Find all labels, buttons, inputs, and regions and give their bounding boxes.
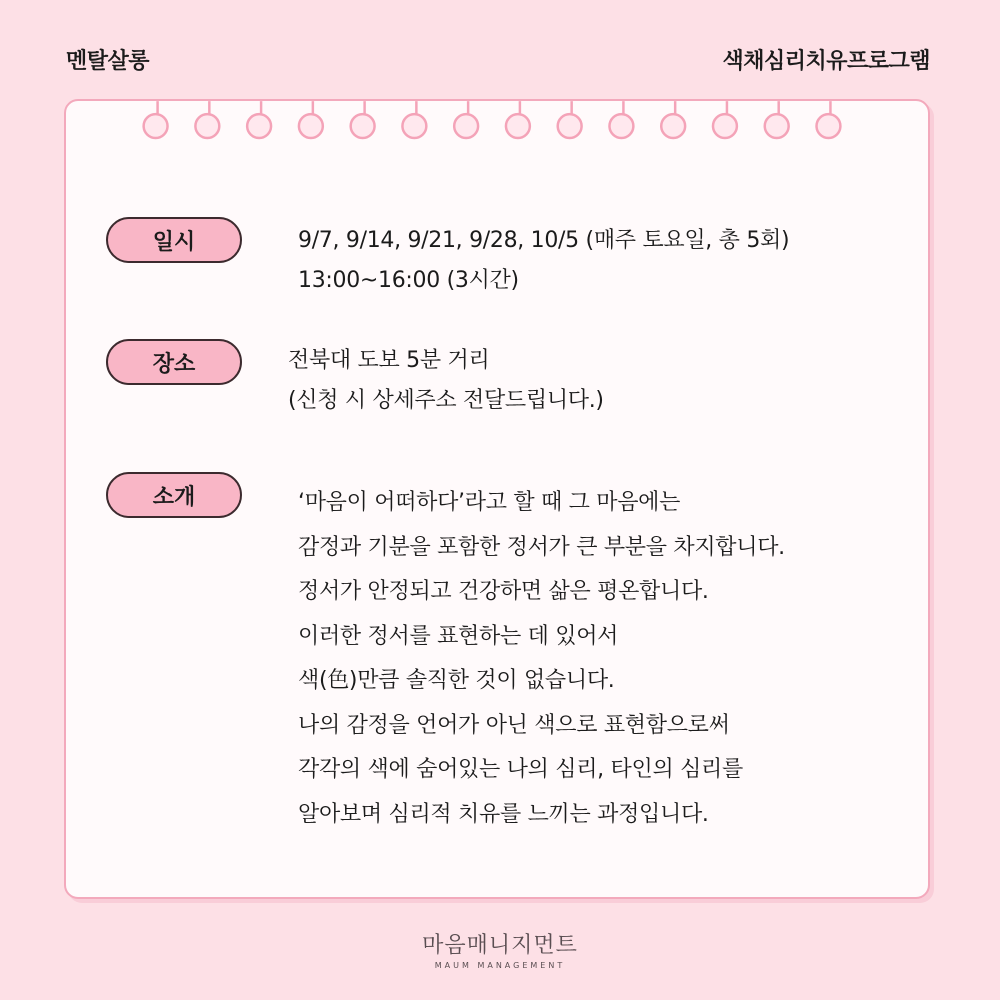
ring xyxy=(817,101,841,138)
intro-line: 나의 감정을 언어가 아닌 색으로 표현함으로써 xyxy=(298,712,730,738)
intro-line: ‘마음이 어떠하다’라고 할 때 그 마음에는 xyxy=(298,490,681,515)
schedule-line: 9/7, 9/14, 9/21, 9/28, 10/5 (매주 토요일, 총 5회) xyxy=(298,228,790,253)
location-label: 장소 xyxy=(106,339,242,385)
intro-line: 정서가 안정되고 건강하면 삶은 평온합니다. xyxy=(298,579,709,604)
program-title: 색채심리치유프로그램 xyxy=(722,49,930,74)
brand-logo-english: MAUM MANAGEMENT xyxy=(434,961,566,970)
footer-logo xyxy=(0,928,1000,970)
notepad-card xyxy=(64,99,930,899)
ring xyxy=(661,101,685,138)
ring xyxy=(144,101,168,138)
ring xyxy=(351,101,375,138)
schedule-line: 13:00~16:00 (3시간) xyxy=(298,268,519,293)
ring xyxy=(558,101,582,138)
ring xyxy=(454,101,478,138)
schedule-label: 일시 xyxy=(106,217,242,263)
location-details xyxy=(288,341,604,421)
ring xyxy=(506,101,530,138)
ring xyxy=(402,101,426,138)
schedule-details xyxy=(298,221,789,301)
intro-line: 색(色)만큼 솔직한 것이 없습니다. xyxy=(298,668,615,693)
intro-label: 소개 xyxy=(106,472,242,518)
ring xyxy=(765,101,789,138)
location-line: (신청 시 상세주소 전달드립니다.) xyxy=(288,388,604,413)
spiral-rings xyxy=(66,101,928,161)
brand-title: 멘탈살롱 xyxy=(66,49,150,74)
ring xyxy=(713,101,737,138)
ring xyxy=(247,101,271,138)
intro-details xyxy=(298,481,785,837)
ring xyxy=(195,101,219,138)
intro-line: 감정과 기분을 포함한 정서가 큰 부분을 차지합니다. xyxy=(298,534,785,560)
ring xyxy=(299,101,323,138)
intro-line: 알아보며 심리적 치유를 느끼는 과정입니다. xyxy=(298,801,709,827)
location-line: 전북대 도보 5분 거리 xyxy=(288,348,490,373)
ring xyxy=(609,101,633,138)
intro-line: 이러한 정서를 표현하는 데 있어서 xyxy=(298,623,619,649)
brand-logo-korean: 마음매니지먼트 xyxy=(422,933,578,958)
intro-line: 각각의 색에 숨어있는 나의 심리, 타인의 심리를 xyxy=(298,757,743,782)
